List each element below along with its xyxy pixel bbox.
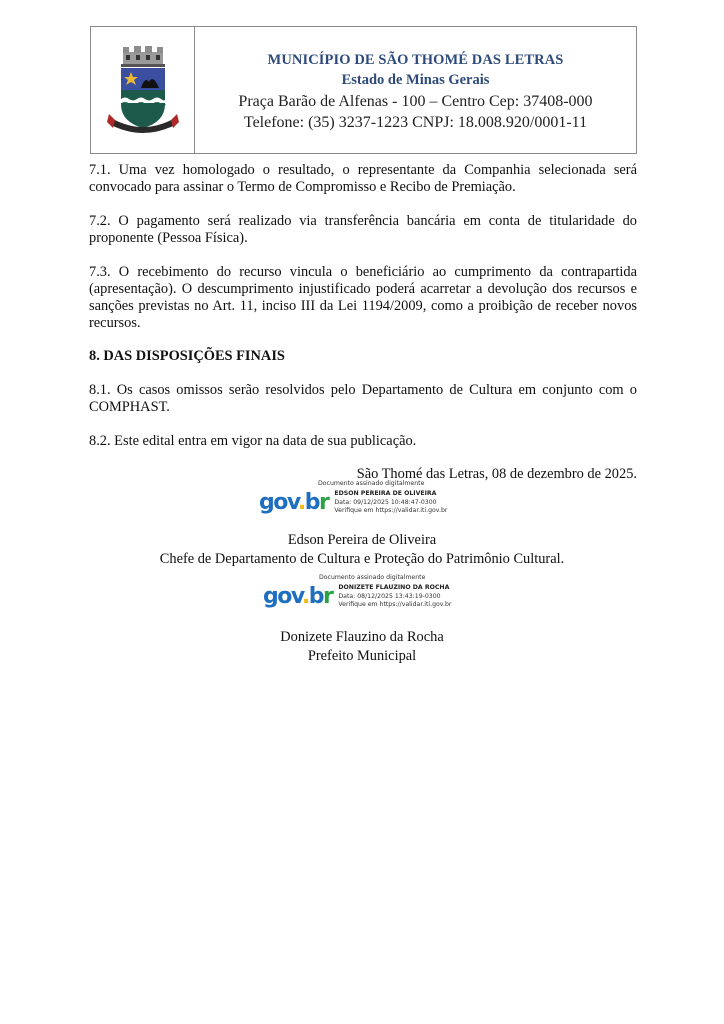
- state-subtitle: Estado de Minas Gerais: [341, 71, 490, 88]
- letterhead: [90, 26, 637, 154]
- clause-8-2: 8.2. Este edital entra em vigor na data de sua publicação.: [89, 433, 417, 449]
- signer-name: Edson Pereira de Oliveira: [287, 532, 437, 548]
- clause-8-1: 8.1. Os casos omissos serão resolvidos pelo Departamento de Cultura em conjunto com o COMPHAST.: [89, 382, 637, 415]
- stamp-verify-link[interactable]: Verifique em https://validar.iti.gov.br: [338, 601, 452, 608]
- digital-signature-stamp: [259, 490, 447, 516]
- govbr-logo-icon: gov.br: [259, 489, 329, 515]
- stamp-signer-name: EDSON PEREIRA DE OLIVEIRA: [334, 490, 437, 497]
- signature-stamp-caption: Documento assinado digitalmente: [318, 480, 425, 487]
- stamp-date: Data: 09/12/2025 10:48:47-0300: [334, 498, 437, 506]
- signature-stamp-caption: Documento assinado digitalmente: [319, 574, 426, 581]
- clause-7-3: 7.3. O recebimento do recurso vincula o beneficiário ao cumprimento da contrapartida (apresentação). O descumprimento injustificado poderá acarretar a devolução dos recursos e sanções previstas no Art. 11, inciso III da Lei 1194/2009, como a proibição de receber novos recursos.: [89, 264, 637, 331]
- section-8-heading: 8. DAS DISPOSIÇÕES FINAIS: [89, 348, 285, 364]
- stamp-date: Data: 08/12/2025 13:43:19-0300: [338, 592, 441, 600]
- govbr-logo-icon: gov.br: [263, 583, 333, 609]
- address-line: Praça Barão de Alfenas - 100 – Centro Cep: 37408-000: [238, 92, 593, 110]
- digital-signature-stamp: [263, 584, 451, 610]
- clause-7-2: 7.2. O pagamento será realizado via transferência bancária em conta de titularidade do proponente (Pessoa Física).: [89, 213, 637, 246]
- signer-role: Chefe de Departamento de Cultura e Proteção do Patrimônio Cultural.: [159, 551, 565, 567]
- crest-cell: [91, 27, 195, 153]
- contact-line: Telefone: (35) 3237-1223 CNPJ: 18.008.920/0001-11: [243, 113, 588, 131]
- clause-7-1: 7.1. Uma vez homologado o resultado, o representante da Companhia selecionada será convocado para assinar o Termo de Compromisso e Recibo de Premiação.: [89, 162, 637, 195]
- signer-name: Donizete Flauzino da Rocha: [280, 629, 444, 645]
- signature-stamp-details: [338, 584, 451, 610]
- letterhead-info: [195, 27, 636, 153]
- coat-of-arms-icon: [107, 44, 179, 136]
- signer-role: Prefeito Municipal: [307, 648, 417, 664]
- municipality-title: MUNICÍPIO DE SÃO THOMÉ DAS LETRAS: [267, 51, 564, 68]
- stamp-signer-name: DONIZETE FLAUZINO DA ROCHA: [338, 584, 450, 591]
- place-and-date: São Thomé das Letras, 08 de dezembro de 2025.: [356, 466, 637, 482]
- signature-stamp-details: [334, 490, 447, 516]
- stamp-verify-link[interactable]: Verifique em https://validar.iti.gov.br: [334, 507, 448, 514]
